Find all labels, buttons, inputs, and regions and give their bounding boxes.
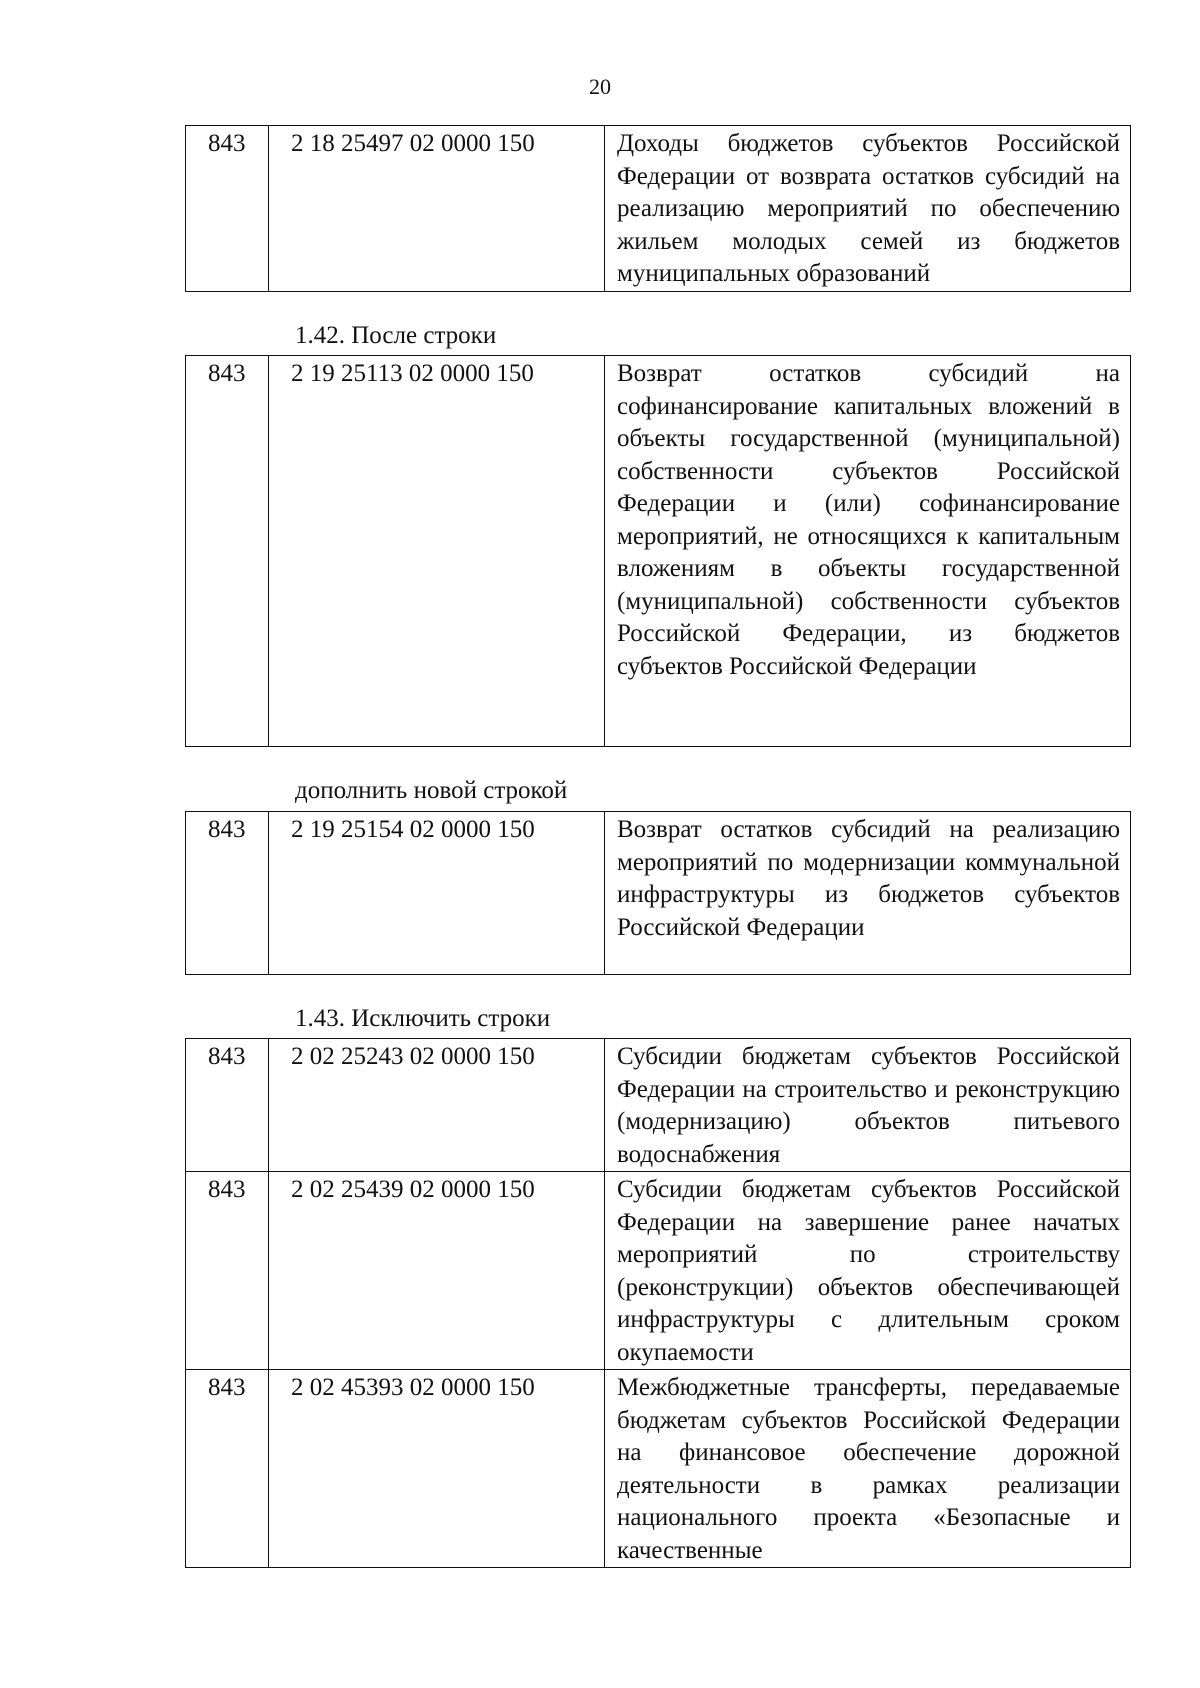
table-row [186,1172,1131,1370]
income-name-cell: Доходы бюджетов субъектов Российской Федерации от возврата остатков субсидий на реализацию мероприятий по обеспечению жильем молодых семей из бюджетов муниципальных образований [605,126,1131,292]
table-row [186,126,1131,292]
admin-code-cell: 843 [186,1172,269,1370]
income-code-cell: 2 02 45393 02 0000 150 [269,1370,605,1568]
section-note: 1.42. После строки [295,322,497,349]
table-row [186,1039,1131,1172]
section-note: дополнить новой строкой [295,777,568,804]
budget-code-table [185,811,1131,975]
admin-code-cell: 843 [186,1039,269,1172]
admin-code-cell: 843 [186,126,269,292]
budget-code-table [185,125,1131,292]
table-row [186,812,1131,975]
table-row [186,356,1131,747]
admin-code-cell: 843 [186,812,269,975]
budget-code-table [185,1038,1131,1568]
income-code-cell: 2 02 25243 02 0000 150 [269,1039,605,1172]
income-name-cell: Субсидии бюджетам субъектов Российской Федерации на строительство и реконструкцию (модернизацию) объектов питьевого водоснабжения [605,1039,1131,1172]
admin-code-cell: 843 [186,356,269,747]
table-row [186,1370,1131,1568]
income-code-cell: 2 18 25497 02 0000 150 [269,126,605,292]
page-number: 20 [589,74,611,99]
income-name-cell: Субсидии бюджетам субъектов Российской Федерации на завершение ранее начатых мероприятий по строительству (реконструкции) объектов обеспечивающей инфраструктуры с длительным сроком окупаемости [605,1172,1131,1370]
income-code-cell: 2 02 25439 02 0000 150 [269,1172,605,1370]
income-code-cell: 2 19 25154 02 0000 150 [269,812,605,975]
section-note: 1.43. Исключить строки [295,1005,551,1032]
income-name-cell: Возврат остатков субсидий на софинансирование капитальных вложений в объекты государственной (муниципальной) собственности субъектов Российской Федерации и (или) софинансирование мероприятий, не относящихся к капитальным вложениям в объекты государственной (муниципальной) собственности субъектов Российской Федерации, из бюджетов субъектов Российской Федерации [605,356,1131,747]
income-code-cell: 2 19 25113 02 0000 150 [269,356,605,747]
income-name-cell: Межбюджетные трансферты, передаваемые бюджетам субъектов Российской Федерации на финансовое обеспечение дорожной деятельности в рамках реализации национального проекта «Безопасные и качественные [605,1370,1131,1568]
admin-code-cell: 843 [186,1370,269,1568]
budget-code-table [185,355,1131,747]
income-name-cell: Возврат остатков субсидий на реализацию мероприятий по модернизации коммунальной инфраструктуры из бюджетов субъектов Российской Федерации [605,812,1131,975]
